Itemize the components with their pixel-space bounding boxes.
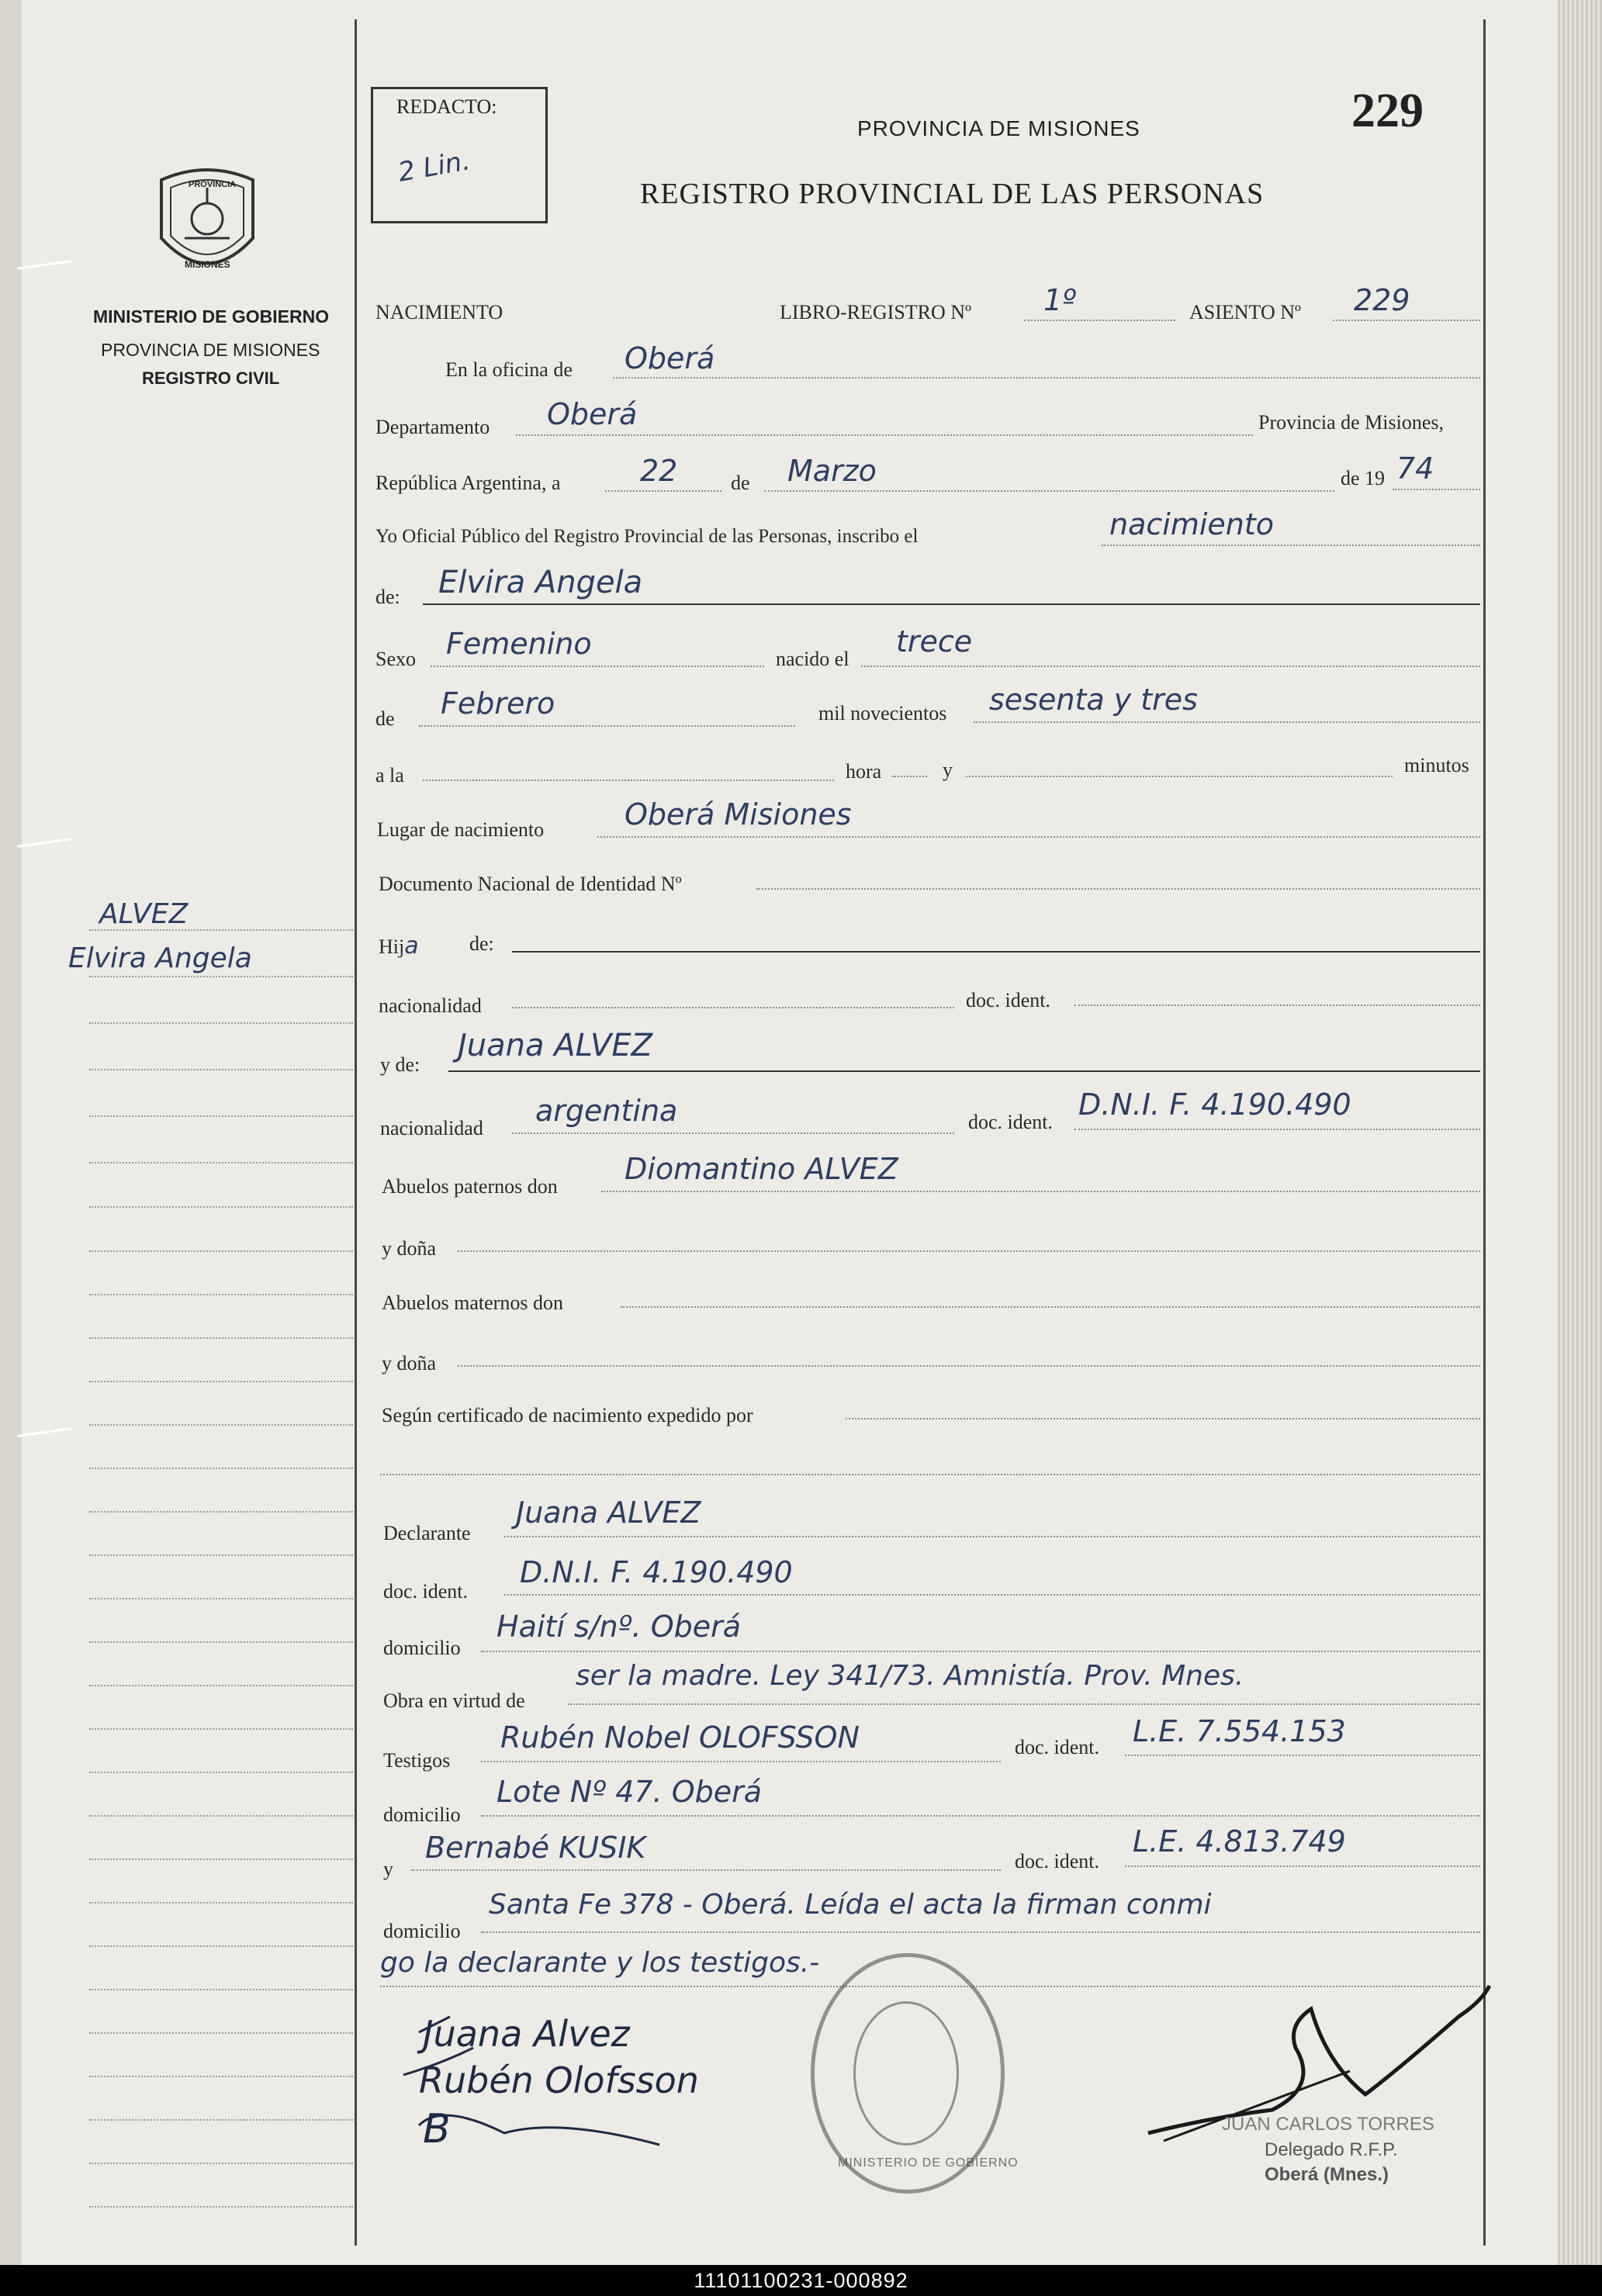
mil-label: mil novecientos [818, 702, 947, 724]
testigo2-line [411, 1869, 1001, 1871]
abuelos-p-label: Abuelos paternos don [382, 1175, 558, 1198]
a-la-line [423, 780, 834, 781]
margin-line [89, 1069, 353, 1070]
margin-line [89, 2032, 353, 2034]
book-page-edges [1558, 0, 1602, 2265]
doc-ident2-line [1074, 1129, 1480, 1130]
margin-line [89, 1206, 353, 1208]
domicilio3-value: Santa Fe 378 - Oberá. Leída el acta la firman conmi [489, 1889, 1212, 1921]
margin-line [89, 1728, 353, 1730]
official-round-seal-inner [853, 2001, 959, 2146]
oficina-line [613, 377, 1480, 379]
oficial-text: Yo Oficial Público del Registro Provincial de las Personas, inscribo el [375, 526, 919, 547]
abuelos-p-line [601, 1191, 1480, 1192]
hijo-label-text: Hij [379, 935, 405, 958]
domicilio2-value: Lote Nº 47. Oberá [497, 1775, 763, 1809]
margin-line [89, 1685, 353, 1686]
departamento-line [516, 434, 1253, 436]
margin-surname: ALVEZ [99, 898, 189, 930]
margin-line [89, 1859, 353, 1860]
abuelos-m-label: Abuelos maternos don [382, 1292, 563, 1314]
official-place: Oberá (Mnes.) [1265, 2164, 1389, 2185]
margin-line [89, 1250, 353, 1252]
margin-line [89, 1772, 353, 1773]
declarante-line [504, 1536, 1480, 1537]
dni-line [756, 888, 1480, 890]
segun-line [846, 1418, 1480, 1419]
mother-rule [448, 1070, 1480, 1072]
year-line [1393, 489, 1480, 490]
republica-label: República Argentina, a [375, 472, 561, 494]
doc-ident5-line [1125, 1866, 1480, 1867]
registry-title: REGISTRO PROVINCIAL DE LAS PERSONAS [640, 178, 1265, 210]
redacto-note: 2 Lin. [396, 145, 472, 188]
redacto-box [371, 87, 548, 223]
oficina-label: En la oficina de [445, 358, 573, 381]
inscribo-value: nacimiento [1109, 507, 1275, 541]
margin-line [89, 1022, 353, 1024]
margin-line [89, 1381, 353, 1382]
y-de-label: y de: [380, 1053, 420, 1076]
dni-label: Documento Nacional de Identidad Nº [379, 873, 682, 895]
lugar-label: Lugar de nacimiento [377, 818, 545, 841]
registro-civil-label: REGISTRO CIVIL [142, 368, 280, 388]
margin-line [89, 1945, 353, 1947]
name-rule [423, 603, 1480, 605]
doc-ident-label: doc. ident. [966, 989, 1051, 1011]
margin-line [89, 976, 353, 977]
margin-line [89, 2076, 353, 2077]
doc-ident-line [1074, 1004, 1480, 1006]
margin-line [89, 1337, 353, 1339]
minutos-line [966, 776, 1393, 777]
domicilio-value: Haití s/nº. Oberá [497, 1610, 742, 1644]
seal-text-top: PROVINCIA [189, 180, 237, 189]
margin-line [89, 2119, 353, 2121]
province-heading: PROVINCIA DE MISIONES [857, 116, 1140, 140]
hijo-suffix: a [404, 932, 419, 960]
inscribo-line [1102, 545, 1480, 546]
father-rule [512, 951, 1480, 953]
margin-line [89, 1554, 353, 1556]
signature-scribbles [388, 2001, 745, 2172]
doc-ident5-label: doc. ident. [1015, 1850, 1100, 1872]
sexo-line [431, 666, 764, 667]
asiento-line [1333, 320, 1480, 321]
doc-ident2-value: D.N.I. F. 4.190.490 [1078, 1087, 1351, 1122]
departamento-value: Oberá [547, 397, 638, 431]
registrant-name: Elvira Angela [438, 565, 643, 600]
margin-line [89, 929, 353, 931]
lugar-line [597, 836, 1480, 838]
day-line [605, 490, 721, 492]
segun-line-2 [380, 1474, 1480, 1475]
day-value: 22 [640, 454, 678, 488]
month-line [764, 490, 1334, 492]
nacido-value: trece [896, 624, 973, 659]
closing-text: go la declarante y los testigos.- [380, 1947, 820, 1979]
margin-line [89, 2206, 353, 2208]
de-label: de [731, 472, 750, 494]
ministry-province-label: PROVINCIA DE MISIONES [101, 340, 320, 360]
nacionalidad2-line [512, 1132, 954, 1134]
domicilio2-line [481, 1815, 1480, 1817]
departamento-label: Departamento [375, 416, 490, 438]
declarante-label: Declarante [383, 1522, 471, 1544]
birth-month-line [419, 725, 795, 727]
hora-label: hora [846, 760, 882, 783]
doc-ident4-value: L.E. 7.554.153 [1133, 1714, 1346, 1748]
minutos-label: minutos [1404, 754, 1469, 776]
margin-line [89, 1815, 353, 1817]
domicilio-line [481, 1651, 1480, 1652]
sexo-label: Sexo [375, 648, 416, 670]
domicilio-label: domicilio [383, 1637, 461, 1659]
doc-ident3-line [504, 1594, 1480, 1596]
margin-line [89, 1989, 353, 1990]
official-title: Delegado R.F.P. [1265, 2139, 1398, 2160]
ministry-label: MINISTERIO DE GOBIERNO [93, 306, 330, 327]
month-value: Marzo [787, 454, 877, 488]
hijo-de-label: de: [469, 932, 494, 955]
de-month-label: de [375, 707, 395, 730]
margin-line [89, 1902, 353, 1904]
margin-line [89, 1162, 353, 1164]
sexo-value: Femenino [446, 627, 592, 661]
y-dona2-label: y doña [382, 1352, 437, 1374]
asiento-value: 229 [1354, 283, 1410, 317]
y-dona-line [458, 1250, 1480, 1252]
domicilio2-label: domicilio [383, 1803, 461, 1826]
nacido-line [861, 666, 1480, 667]
doc-ident2-label: doc. ident. [968, 1111, 1054, 1133]
doc-ident4-line [1125, 1755, 1480, 1756]
margin-line [89, 1511, 353, 1513]
y-dona-label: y doña [382, 1237, 437, 1260]
domicilio3-label: domicilio [383, 1920, 461, 1942]
doc-ident3-label: doc. ident. [383, 1580, 469, 1603]
libro-value: 1º [1043, 283, 1077, 317]
oficina-value: Oberá [625, 341, 715, 375]
y-label: y [943, 759, 953, 781]
segun-label: Según certificado de nacimiento expedido por [382, 1404, 753, 1426]
provincia-suffix: Provincia de Misiones, [1258, 411, 1445, 434]
abuelos-p-value: Diomantino ALVEZ [625, 1152, 898, 1186]
a-la-label: a la [375, 764, 404, 787]
obra-label: Obra en virtud de [383, 1689, 525, 1712]
declarante-value: Juana ALVEZ [516, 1496, 701, 1530]
asiento-label: ASIENTO Nº [1189, 301, 1302, 323]
mil-value: sesenta y tres [989, 683, 1198, 717]
page-number: 229 [1351, 85, 1424, 137]
nacionalidad2-value: argentina [535, 1094, 678, 1128]
nacionalidad-line [512, 1007, 954, 1008]
de-colon-label: de: [375, 586, 400, 608]
doc-ident4-label: doc. ident. [1015, 1736, 1100, 1758]
left-column-rule [355, 19, 357, 2246]
redacto-label: REDACTO: [396, 95, 497, 118]
nacionalidad2-label: nacionalidad [380, 1117, 483, 1139]
signature-mother: Juana Alvez [423, 2013, 630, 2055]
testigo2-value: Bernabé KUSIK [425, 1831, 646, 1865]
obra-value: ser la madre. Ley 341/73. Amnistía. Prov. Mnes. [576, 1660, 1244, 1692]
year-value: 74 [1396, 451, 1434, 486]
footer-code: 11101100231-000892 [0, 2265, 1602, 2296]
official-name: JUAN CARLOS TORRES [1222, 2114, 1434, 2135]
book-binding-left [0, 0, 23, 2265]
hijo-label [379, 932, 419, 960]
testigos-line [481, 1761, 1001, 1762]
domicilio3-line [481, 1931, 1480, 1933]
libro-line [1024, 320, 1175, 321]
margin-line [89, 1468, 353, 1469]
hora-line [892, 776, 927, 777]
birth-month-value: Febrero [441, 686, 555, 721]
libro-label: LIBRO-REGISTRO Nº [780, 301, 972, 323]
doc-ident3-value: D.N.I. F. 4.190.490 [520, 1555, 793, 1589]
abuelos-m-line [621, 1306, 1480, 1308]
margin-line [89, 1598, 353, 1599]
round-seal-text: MINISTERIO DE GOBIERNO [838, 2156, 1019, 2170]
year-label: de 19 [1341, 467, 1386, 489]
margin-line [89, 1641, 353, 1643]
mil-line [974, 721, 1480, 723]
obra-line [568, 1703, 1480, 1705]
y2-label: y [383, 1858, 393, 1880]
seal-text-bottom: MISIONES [185, 259, 230, 270]
government-seal [154, 164, 261, 285]
testigos-value: Rubén Nobel OLOFSSON [500, 1720, 860, 1755]
nacido-label: nacido el [776, 648, 849, 670]
margin-line [89, 2163, 353, 2164]
margin-line [89, 1294, 353, 1295]
doc-ident5-value: L.E. 4.813.749 [1133, 1824, 1346, 1859]
record-type-label: NACIMIENTO [375, 301, 503, 323]
signature-witness-2: B [423, 2106, 451, 2152]
margin-line [89, 1424, 353, 1426]
mother-value: Juana ALVEZ [458, 1028, 653, 1063]
right-border-rule [1483, 19, 1486, 2246]
margin-line [89, 1115, 353, 1117]
y-dona2-line [458, 1365, 1480, 1367]
signature-witness-1: Rubén Olofsson [419, 2059, 699, 2101]
lugar-value: Oberá Misiones [625, 797, 852, 832]
margin-given-names: Elvira Angela [68, 942, 252, 974]
nacionalidad-label: nacionalidad [379, 994, 482, 1017]
testigos-label: Testigos [383, 1749, 451, 1772]
